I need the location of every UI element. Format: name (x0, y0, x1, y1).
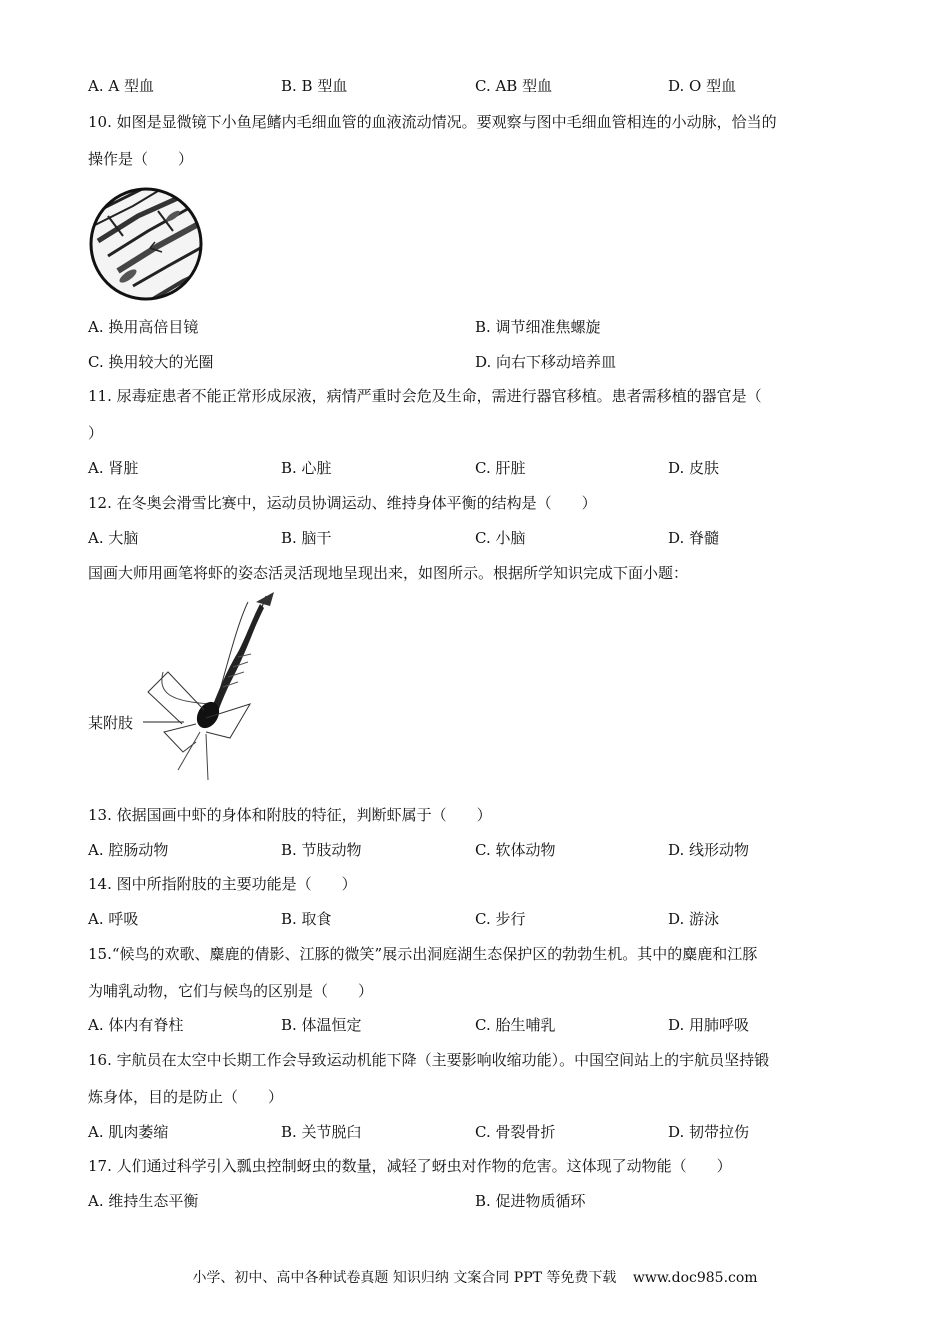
q14-option-d: D. 游泳 (668, 910, 720, 928)
q15-stem-line1: 15.“候鸟的欢歌、麋鹿的倩影、江豚的微笑”展示出洞庭湖生态保护区的勃勃生机。其中的麋鹿和江豚 (88, 945, 758, 963)
footer-text: 小学、初中、高中各种试卷真题 知识归纳 文案合同 PPT 等免费下载 (192, 1270, 617, 1286)
q13-option-b: B. 节肢动物 (281, 841, 362, 859)
q16-stem-line2: 炼身体，目的是防止（ ） (88, 1088, 284, 1106)
q14-stem: 14. 图中所指附肢的主要功能是（ ） (88, 875, 357, 893)
q15-option-d: D. 用肺呼吸 (668, 1016, 750, 1034)
q15-option-b: B. 体温恒定 (281, 1016, 362, 1034)
q10-option-c: C. 换用较大的光圈 (88, 353, 214, 371)
q16-option-c: C. 骨裂骨折 (475, 1123, 556, 1141)
q11-option-a: A. 肾脏 (88, 459, 139, 477)
q10-stem-line2: 操作是（ ） (88, 150, 194, 168)
q13-option-c: C. 软体动物 (475, 841, 556, 859)
q11-option-c: C. 肝脏 (475, 459, 526, 477)
q10-stem-line1: 10. 如图是显微镜下小鱼尾鳍内毛细血管的血液流动情况。要观察与图中毛细血管相连的小动脉，恰当的 (88, 113, 777, 131)
q14-option-c: C. 步行 (475, 910, 526, 928)
q15-option-c: C. 胎生哺乳 (475, 1016, 556, 1034)
shrimp-intro: 国画大师用画笔将虾的姿态活灵活现地呈现出来，如图所示。根据所学知识完成下面小题： (88, 564, 689, 582)
q13-option-a: A. 腔肠动物 (88, 841, 169, 859)
q12-option-c: C. 小脑 (475, 529, 526, 547)
q11-stem-line1: 11. 尿毒症患者不能正常形成尿液，病情严重时会危及生命，需进行器官移植。患者需移植的器官是（ (88, 387, 762, 405)
q15-stem-line2: 为哺乳动物，它们与候鸟的区别是（ ） (88, 982, 374, 1000)
page-footer (0, 1268, 950, 1288)
microscope-capillary-figure (88, 186, 204, 302)
q17-option-a: A. 维持生态平衡 (88, 1192, 199, 1210)
q16-option-a: A. 肌肉萎缩 (88, 1123, 169, 1141)
shrimp-painting-figure (88, 592, 288, 782)
q17-stem: 17. 人们通过科学引入瓢虫控制蚜虫的数量，减轻了蚜虫对作物的危害。这体现了动物能（ ） (88, 1157, 732, 1175)
q12-stem: 12. 在冬奥会滑雪比赛中，运动员协调运动、维持身体平衡的结构是（ ） (88, 494, 597, 512)
q9-option-c: C. AB 型血 (475, 77, 553, 95)
q16-stem-line1: 16. 宇航员在太空中长期工作会导致运动机能下降（主要影响收缩功能）。中国空间站上的宇航员坚持锻 (88, 1051, 770, 1069)
q12-option-b: B. 脑干 (281, 529, 332, 547)
q13-option-d: D. 线形动物 (668, 841, 750, 859)
q10-option-a: A. 换用高倍目镜 (88, 318, 199, 336)
q9-option-b: B. B 型血 (281, 77, 348, 95)
q11-option-d: D. 皮肤 (668, 459, 720, 477)
q9-option-a: A. A 型血 (88, 77, 154, 95)
q17-option-b: B. 促进物质循环 (475, 1192, 586, 1210)
q11-stem-line2: ） (88, 424, 104, 442)
q9-option-d: D. O 型血 (668, 77, 737, 95)
q10-option-b: B. 调节细准焦螺旋 (475, 318, 601, 336)
q11-option-b: B. 心脏 (281, 459, 332, 477)
q14-option-b: B. 取食 (281, 910, 332, 928)
appendage-label: 某附肢 (88, 714, 134, 732)
footer-link[interactable]: www.doc985.com (632, 1270, 758, 1286)
q14-option-a: A. 呼吸 (88, 910, 139, 928)
q12-option-a: A. 大脑 (88, 529, 139, 547)
q13-stem: 13. 依据国画中虾的身体和附肢的特征，判断虾属于（ ） (88, 806, 492, 824)
q16-option-d: D. 韧带拉伤 (668, 1123, 750, 1141)
q10-option-d: D. 向右下移动培养皿 (475, 353, 617, 371)
q12-option-d: D. 脊髓 (668, 529, 720, 547)
q16-option-b: B. 关节脱臼 (281, 1123, 362, 1141)
q15-option-a: A. 体内有脊柱 (88, 1016, 184, 1034)
